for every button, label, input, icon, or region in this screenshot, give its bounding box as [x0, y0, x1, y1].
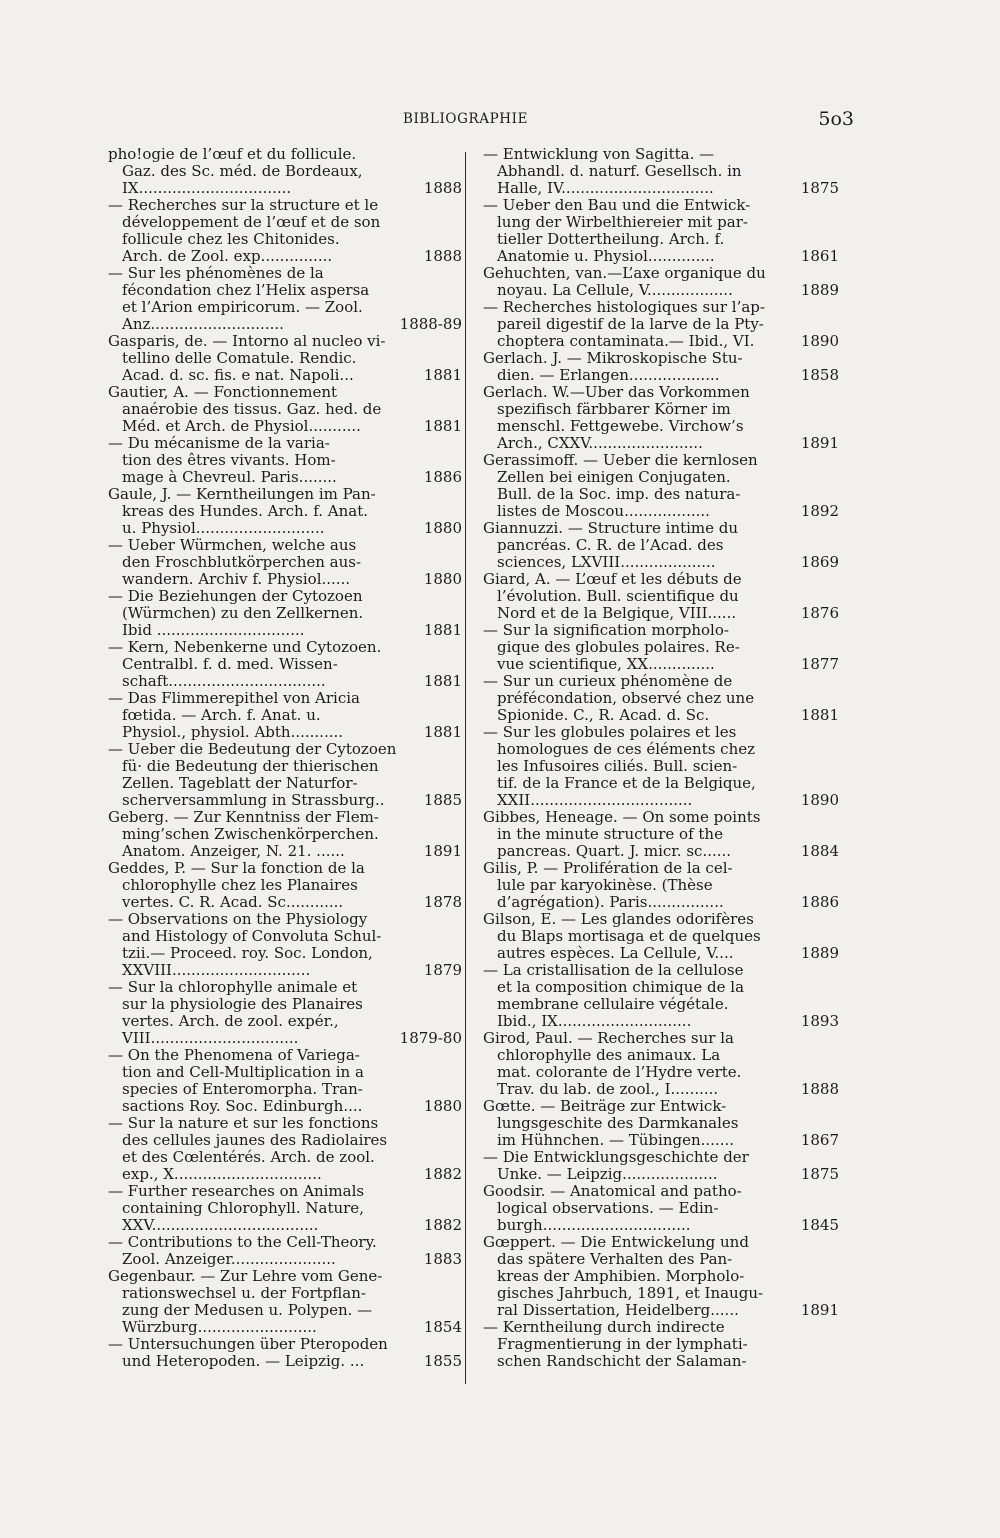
bibliography-entry: [483, 197, 839, 265]
entry-line: Gaz. des Sc. méd. de Bordeaux,: [122, 163, 363, 180]
bibliography-entry: [483, 1149, 839, 1183]
entry-line: vue scientifique, XX..............: [497, 656, 715, 673]
entry-line: Gerassimoff. — Ueber die kernlosen: [483, 452, 758, 469]
entry-line: im Hühnchen. — Tübingen.......: [497, 1132, 734, 1149]
entry-line: Gasparis, de. — Intorno al nucleo vi-: [108, 333, 386, 350]
entry-line: Gerlach. J. — Mikroskopische Stu-: [483, 350, 743, 367]
entry-line: Würzburg.........................: [122, 1319, 317, 1336]
entry-line: choptera contaminata.— Ibid., VI.: [497, 333, 755, 350]
entry-line: Giannuzzi. — Structure intime du: [483, 520, 739, 537]
entry-line: dien. — Erlangen...................: [497, 367, 720, 384]
entry-year: 1890: [800, 791, 839, 809]
bibliography-entry: [108, 588, 462, 639]
entry-line: containing Chlorophyll. Nature,: [122, 1200, 364, 1217]
entry-year: 1881: [423, 621, 462, 639]
entry-line: Gilson, E. — Les glandes odorifères: [483, 911, 754, 928]
bibliography-entry: [108, 1234, 462, 1268]
entry-line: — Sur les globules polaires et les: [483, 724, 737, 741]
entry-line: — Observations on the Physiology: [108, 911, 368, 928]
bibliography-entry: [108, 639, 462, 690]
entry-line: Geberg. — Zur Kenntniss der Flem-: [108, 809, 379, 826]
entry-line: Gehuchten, van.—L’axe organique du: [483, 265, 766, 282]
entry-line: anaérobie des tissus. Gaz. hed. de: [122, 401, 382, 418]
entry-year: 1881: [423, 417, 462, 435]
entry-year: 1881: [423, 672, 462, 690]
entry-year: 1879-80: [399, 1029, 462, 1047]
entry-line: ming’schen Zwischenkörperchen.: [122, 826, 379, 843]
entry-line: Goodsir. — Anatomical and patho-: [483, 1183, 742, 1200]
entry-year: 1854: [423, 1318, 462, 1336]
entry-line: wandern. Archiv f. Physiol......: [122, 571, 351, 588]
entry-line: Zool. Anzeiger......................: [122, 1251, 336, 1268]
bibliography-entry: [108, 741, 462, 809]
entry-line: — Untersuchungen über Pteropoden: [108, 1336, 388, 1353]
bibliography-entry: [483, 520, 839, 571]
entry-line: tzii.— Proceed. roy. Soc. London,: [122, 945, 373, 962]
bibliography-entry: [483, 350, 839, 384]
entry-line: species of Enteromorpha. Tran-: [122, 1081, 363, 1098]
bibliography-entry: [108, 1115, 462, 1183]
right-column: [483, 146, 839, 1370]
entry-line: ral Dissertation, Heidelberg......: [497, 1302, 739, 1319]
bibliography-entry: [108, 197, 462, 265]
bibliography-entry: [483, 384, 839, 452]
page-number: 5o3: [818, 108, 854, 130]
entry-year: 1882: [423, 1216, 462, 1234]
entry-year: 1880: [423, 570, 462, 588]
entry-year: 1883: [423, 1250, 462, 1268]
bibliography-entry: [483, 265, 839, 299]
entry-line: d’agrégation). Paris................: [497, 894, 724, 911]
entry-line: in the minute structure of the: [497, 826, 723, 843]
entry-line: — Sur les phénomènes de la: [108, 265, 324, 282]
entry-year: 1888-89: [399, 315, 462, 333]
entry-line: Anatom. Anzeiger, N. 21. ......: [122, 843, 345, 860]
entry-year: 1875: [800, 1165, 839, 1183]
entry-line: IX................................: [122, 180, 292, 197]
entry-line: burgh...............................: [497, 1217, 691, 1234]
entry-year: 1891: [800, 1301, 839, 1319]
entry-line: tion and Cell-Multiplication in a: [122, 1064, 364, 1081]
bibliography-entry: [483, 1183, 839, 1234]
entry-line: Nord et de la Belgique, VIII......: [497, 605, 737, 622]
entry-year: 1886: [423, 468, 462, 486]
bibliography-entry: [483, 911, 839, 962]
entry-year: 1881: [423, 723, 462, 741]
entry-line: et la composition chimique de la: [497, 979, 745, 996]
entry-line: — Kerntheilung durch indirecte: [483, 1319, 725, 1336]
entry-line: — Ueber die Bedeutung der Cytozoen: [108, 741, 397, 758]
entry-line: sur la physiologie des Planaires: [122, 996, 363, 1013]
bibliography-entry: [483, 571, 839, 622]
entry-line: — On the Phenomena of Variega-: [108, 1047, 360, 1064]
entry-line: follicule chez les Chitonides.: [122, 231, 340, 248]
entry-line: fécondation chez l’Helix aspersa: [122, 282, 370, 299]
bibliography-entry: [483, 146, 839, 197]
entry-year: 1882: [423, 1165, 462, 1183]
entry-line: lungsgeschite des Darmkanales: [497, 1115, 739, 1132]
entry-line: XXV...................................: [122, 1217, 319, 1234]
entry-line: spezifisch färbbarer Körner im: [497, 401, 731, 418]
entry-line: — Entwicklung von Sagitta. —: [483, 146, 715, 163]
entry-line: — Die Entwicklungsgeschichte der: [483, 1149, 749, 1166]
entry-line: u. Physiol...........................: [122, 520, 325, 537]
entry-line: — Contributions to the Cell-Theory.: [108, 1234, 377, 1251]
entry-line: fœtida. — Arch. f. Anat. u.: [122, 707, 321, 724]
entry-line: zung der Medusen u. Polypen. —: [122, 1302, 373, 1319]
entry-line: pancréas. C. R. de l’Acad. des: [497, 537, 724, 554]
left-column: [108, 146, 462, 1370]
entry-line: et des Cœlentérés. Arch. de zool.: [122, 1149, 375, 1166]
entry-year: 1886: [800, 893, 839, 911]
entry-year: 1858: [800, 366, 839, 384]
entry-line: Gegenbaur. — Zur Lehre vom Gene-: [108, 1268, 383, 1285]
page-header: [104, 108, 854, 132]
entry-line: Acad. d. sc. fis. e nat. Napoli...: [122, 367, 354, 384]
bibliography-entry: [483, 1098, 839, 1149]
bibliography-entry: [483, 1030, 839, 1098]
entry-line: préfécondation, observé chez une: [497, 690, 755, 707]
entry-line: pho!ogie de l’œuf et du follicule.: [108, 146, 357, 163]
entry-line: Zellen bei einigen Conjugaten.: [497, 469, 731, 486]
entry-line: Gilis, P. — Prolifération de la cel-: [483, 860, 733, 877]
bibliography-entry: [108, 911, 462, 979]
entry-line: — Recherches histologiques sur l’ap-: [483, 299, 765, 316]
entry-line: — Sur la nature et sur les fonctions: [108, 1115, 379, 1132]
entry-line: et l’Arion empiricorum. — Zool.: [122, 299, 363, 316]
entry-line: kreas des Hundes. Arch. f. Anat.: [122, 503, 368, 520]
bibliography-entry: [483, 724, 839, 809]
entry-line: pancreas. Quart. J. micr. sc......: [497, 843, 732, 860]
entry-line: Giard, A. — L’œuf et les débuts de: [483, 571, 742, 588]
entry-year: 1855: [423, 1352, 462, 1370]
entry-line: VIII...............................: [122, 1030, 299, 1047]
entry-year: 1884: [800, 842, 839, 860]
bibliography-entry: [108, 860, 462, 911]
entry-year: 1893: [800, 1012, 839, 1030]
entry-line: — Sur la signification morpholo-: [483, 622, 729, 639]
bibliography-entry: [108, 333, 462, 384]
bibliography-entry: [108, 1336, 462, 1370]
entry-year: 1891: [423, 842, 462, 860]
entry-year: 1885: [423, 791, 462, 809]
entry-line: tion des êtres vivants. Hom-: [122, 452, 336, 469]
entry-line: Gœppert. — Die Entwickelung und: [483, 1234, 749, 1251]
bibliography-entry: [108, 146, 462, 197]
entry-line: Halle, IV................................: [497, 180, 714, 197]
entry-year: 1845: [800, 1216, 839, 1234]
entry-line: Méd. et Arch. de Physiol...........: [122, 418, 361, 435]
entry-year: 1888: [800, 1080, 839, 1098]
bibliography-entry: [483, 962, 839, 1030]
entry-line: — Ueber den Bau und die Entwick-: [483, 197, 751, 214]
entry-line: — Recherches sur la structure et le: [108, 197, 379, 214]
entry-line: vertes. C. R. Acad. Sc............: [122, 894, 344, 911]
entry-line: listes de Moscou..................: [497, 503, 710, 520]
entry-line: chlorophylle chez les Planaires: [122, 877, 358, 894]
column-divider: [465, 152, 466, 1384]
entry-line: noyau. La Cellule, V..................: [497, 282, 733, 299]
entry-year: 1891: [800, 434, 839, 452]
entry-line: XXII..................................: [497, 792, 693, 809]
entry-line: Arch. de Zool. exp...............: [122, 248, 333, 265]
entry-year: 1892: [800, 502, 839, 520]
bibliography-entry: [108, 265, 462, 333]
entry-line: schaft.................................: [122, 673, 326, 690]
bibliography-entry: [108, 384, 462, 435]
entry-line: gisches Jahrbuch, 1891, et Inaugu-: [497, 1285, 764, 1302]
bibliography-entry: [483, 1319, 825, 1370]
entry-line: homologues de ces éléments chez: [497, 741, 756, 758]
entry-line: schen Randschicht der Salaman-: [497, 1353, 747, 1370]
entry-line: Spionide. C., R. Acad. d. Sc.: [497, 707, 710, 724]
bibliography-entry: [108, 809, 462, 860]
entry-line: tif. de la France et de la Belgique,: [497, 775, 756, 792]
entry-line: — Ueber Würmchen, welche aus: [108, 537, 357, 554]
entry-line: logical observations. — Edin-: [497, 1200, 719, 1217]
entry-line: Abhandl. d. naturf. Gesellsch. in: [497, 163, 742, 180]
entry-line: Arch., CXXV........................: [497, 435, 703, 452]
entry-line: chlorophylle des animaux. La: [497, 1047, 721, 1064]
entry-year: 1876: [800, 604, 839, 622]
entry-year: 1888: [423, 179, 462, 197]
entry-line: Gaule, J. — Kerntheilungen im Pan-: [108, 486, 376, 503]
entry-line: membrane cellulaire végétale.: [497, 996, 729, 1013]
bibliography-entry: [108, 690, 462, 741]
entry-line: sciences, LXVIII....................: [497, 554, 716, 571]
entry-line: Zellen. Tageblatt der Naturfor-: [122, 775, 358, 792]
entry-year: 1879: [423, 961, 462, 979]
bibliography-entry: [108, 1047, 462, 1115]
entry-line: Geddes, P. — Sur la fonction de la: [108, 860, 365, 877]
entry-line: and Histology of Convoluta Schul-: [122, 928, 382, 945]
entry-line: — Sur un curieux phénomène de: [483, 673, 733, 690]
bibliography-entry: [483, 860, 839, 911]
entry-line: Gerlach. W.—Uber das Vorkommen: [483, 384, 750, 401]
entry-year: 1877: [800, 655, 839, 673]
entry-year: 1880: [423, 1097, 462, 1115]
entry-year: 1890: [800, 332, 839, 350]
entry-line: du Blaps mortisaga et de quelques: [497, 928, 761, 945]
entry-line: développement de l’œuf et de son: [122, 214, 381, 231]
entry-line: tellino delle Comatule. Rendic.: [122, 350, 357, 367]
entry-line: gique des globules polaires. Re-: [497, 639, 740, 656]
entry-line: menschl. Fettgewebe. Virchow’s: [497, 418, 744, 435]
entry-line: les Infusoires ciliés. Bull. scien-: [497, 758, 738, 775]
entry-line: tieller Dottertheilung. Arch. f.: [497, 231, 725, 248]
running-title: BIBLIOGRAPHIE: [402, 111, 529, 127]
entry-line: Anz............................: [122, 316, 284, 333]
entry-line: Fragmentierung in der lymphati-: [497, 1336, 748, 1353]
entry-year: 1888: [423, 247, 462, 265]
bibliography-entry: [483, 622, 839, 673]
entry-line: kreas der Amphibien. Morpholo-: [497, 1268, 745, 1285]
entry-line: rationswechsel u. der Fortpflan-: [122, 1285, 366, 1302]
entry-line: — Das Flimmerepithel von Aricia: [108, 690, 360, 707]
bibliography-entry: [483, 452, 839, 520]
entry-line: autres espèces. La Cellule, V....: [497, 945, 734, 962]
entry-line: Physiol., physiol. Abth...........: [122, 724, 344, 741]
entry-line: Gibbes, Heneage. — On some points: [483, 809, 761, 826]
entry-line: Unke. — Leipzig....................: [497, 1166, 718, 1183]
entry-line: scherversammlung in Strassburg..: [122, 792, 385, 809]
entry-line: lung der Wirbelthiereier mit par-: [497, 214, 748, 231]
entry-line: lule par karyokinèse. (Thèse: [497, 877, 713, 894]
entry-line: mat. colorante de l’Hydre verte.: [497, 1064, 742, 1081]
entry-line: den Froschblutkörperchen aus-: [122, 554, 362, 571]
entry-year: 1881: [800, 706, 839, 724]
entry-line: fü· die Bedeutung der thierischen: [122, 758, 379, 775]
entry-line: mage à Chevreul. Paris........: [122, 469, 337, 486]
entry-year: 1881: [423, 366, 462, 384]
entry-year: 1880: [423, 519, 462, 537]
bibliography-entry: [108, 486, 462, 537]
entry-year: 1861: [800, 247, 839, 265]
bibliography-entry: [108, 537, 462, 588]
bibliography-entry: [108, 435, 462, 486]
entry-line: pareil digestif de la larve de la Pty-: [497, 316, 764, 333]
entry-line: Girod, Paul. — Recherches sur la: [483, 1030, 734, 1047]
bibliography-entry: [108, 1183, 462, 1234]
bibliography-entry: [483, 299, 839, 350]
entry-line: Trav. du lab. de zool., I..........: [497, 1081, 719, 1098]
entry-line: — Kern, Nebenkerne und Cytozoen.: [108, 639, 382, 656]
entry-line: (Würmchen) zu den Zellkernen.: [122, 605, 364, 622]
entry-line: Gœtte. — Beiträge zur Entwick-: [483, 1098, 727, 1115]
entry-line: Ibid., IX............................: [497, 1013, 692, 1030]
entry-line: und Heteropoden. — Leipzig. ...: [122, 1353, 365, 1370]
entry-year: 1869: [800, 553, 839, 571]
entry-line: XXVIII.............................: [122, 962, 311, 979]
entry-line: Ibid ...............................: [122, 622, 305, 639]
bibliography-entry: [108, 979, 462, 1047]
bibliography-entry: [483, 1234, 839, 1319]
bibliography-entry: [483, 809, 839, 860]
entry-line: sactions Roy. Soc. Edinburgh....: [122, 1098, 363, 1115]
entry-line: Anatomie u. Physiol..............: [497, 248, 715, 265]
entry-line: Bull. de la Soc. imp. des natura-: [497, 486, 741, 503]
entry-line: — Du mécanisme de la varia-: [108, 435, 330, 452]
entry-line: exp., X...............................: [122, 1166, 322, 1183]
entry-line: — Further researches on Animals: [108, 1183, 365, 1200]
entry-line: Centralbl. f. d. med. Wissen-: [122, 656, 338, 673]
entry-line: Gautier, A. — Fonctionnement: [108, 384, 338, 401]
entry-year: 1878: [423, 893, 462, 911]
bibliography-entry: [108, 1268, 462, 1336]
entry-line: — Sur la chlorophylle animale et: [108, 979, 358, 996]
entry-year: 1889: [800, 944, 839, 962]
entry-line: des cellules jaunes des Radiolaires: [122, 1132, 388, 1149]
entry-line: — La cristallisation de la cellulose: [483, 962, 744, 979]
entry-year: 1875: [800, 179, 839, 197]
bibliography-entry: [483, 673, 839, 724]
entry-line: — Die Beziehungen der Cytozoen: [108, 588, 363, 605]
entry-year: 1867: [800, 1131, 839, 1149]
entry-line: vertes. Arch. de zool. expér.,: [122, 1013, 339, 1030]
entry-year: 1889: [800, 281, 839, 299]
entry-line: l’évolution. Bull. scientifique du: [497, 588, 739, 605]
entry-line: das spätere Verhalten des Pan-: [497, 1251, 733, 1268]
